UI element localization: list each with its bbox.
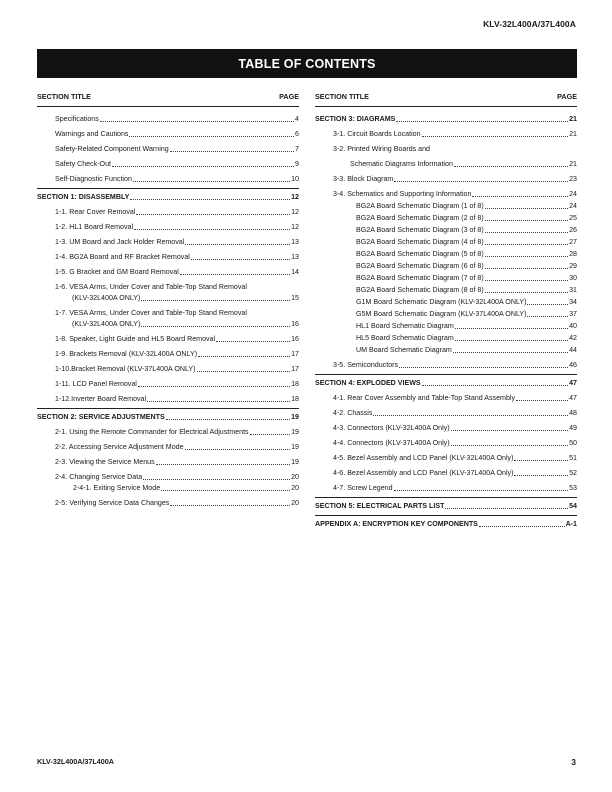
toc-entry-page: 16 [291, 335, 299, 343]
toc-entry-label: 1-4. BG2A Board and RF Bracket Removal [55, 253, 190, 261]
toc-entry-page: 47 [569, 394, 577, 402]
dot-leader [141, 300, 290, 301]
toc-entry [37, 320, 299, 329]
dot-leader [485, 244, 568, 245]
dot-leader [451, 445, 569, 446]
toc-entry [315, 334, 577, 343]
toc-left-column [37, 92, 299, 507]
dot-leader [479, 526, 565, 527]
dot-leader [455, 328, 568, 329]
toc-entry-page: 23 [569, 175, 577, 183]
header-model-number: KLV-32L400A/37L400A [483, 19, 576, 29]
toc-entry-label: 1-7. VESA Arms, Under Cover and Table-Top Stand Removal [55, 309, 247, 317]
dot-leader [485, 292, 568, 293]
toc-entry [315, 130, 577, 139]
toc-entry-page: 19 [291, 443, 299, 451]
toc-entry-label: Warnings and Cautions [55, 130, 129, 138]
dot-leader [394, 490, 569, 491]
toc-entry-label: 1-11. LCD Panel Removal [55, 380, 137, 388]
toc-entry-label: HL5 Board Schematic Diagram [356, 334, 454, 342]
toc-entry-label: Safety Check-Out [55, 160, 111, 168]
dot-leader [394, 181, 568, 182]
toc-entry [37, 160, 299, 169]
toc-entry-page: 19 [291, 413, 299, 421]
dot-leader [134, 229, 290, 230]
toc-entry-page: 26 [569, 226, 577, 234]
toc-entry-label: 1-3. UM Board and Jack Holder Removal [55, 238, 185, 246]
dot-leader [129, 136, 294, 137]
dot-leader [373, 415, 568, 416]
section-divider [37, 188, 299, 189]
toc-entry-label: G5M Board Schematic Diagram (KLV-37L400A ONLY) [356, 310, 527, 318]
toc-entry-label: 4-2. Chassis [333, 409, 373, 417]
dot-leader [527, 316, 568, 317]
dot-leader [130, 199, 290, 200]
toc-entry [315, 454, 577, 463]
toc-entry-page: 17 [291, 350, 299, 358]
dot-leader [141, 326, 290, 327]
toc-section-heading [37, 193, 299, 202]
toc-entry-label: 1-10.Bracket Removal (KLV-37L400A ONLY) [55, 365, 196, 373]
toc-entry [37, 428, 299, 437]
page-label: PAGE [279, 92, 299, 101]
toc-entry-label: 3-4. Schematics and Supporting Information [333, 190, 472, 198]
dot-leader [527, 304, 568, 305]
toc-entry-page: 50 [569, 439, 577, 447]
toc-entry [37, 283, 299, 292]
toc-entry [37, 115, 299, 124]
toc-entry-page: 24 [569, 202, 577, 210]
toc-entry-label: 1-5. G Bracket and GM Board Removal [55, 268, 179, 276]
toc-entry-page: 28 [569, 250, 577, 258]
dot-leader [216, 341, 290, 342]
dot-leader [250, 434, 291, 435]
toc-entry-page: 31 [569, 286, 577, 294]
toc-entry [37, 309, 299, 318]
toc-entry [315, 274, 577, 283]
toc-entry [315, 190, 577, 199]
dot-leader [197, 371, 291, 372]
toc-entry-page: 48 [569, 409, 577, 417]
toc-entry-page: 44 [569, 346, 577, 354]
toc-entry-label: UM Board Schematic Diagram [356, 346, 452, 354]
dot-leader [485, 208, 568, 209]
section-title-label: SECTION TITLE [315, 92, 369, 101]
toc-entry-label: 4-4. Connectors (KLV-37L400A Only) [333, 439, 450, 447]
toc-entry-label: G1M Board Schematic Diagram (KLV-32L400A ONLY) [356, 298, 527, 306]
toc-entry-page: 9 [295, 160, 299, 168]
toc-entry-label: 2-4. Changing Service Data [55, 473, 143, 481]
toc-entry-label: 1-6. VESA Arms, Under Cover and Table-Top Stand Removal [55, 283, 247, 291]
toc-entry-page: 53 [569, 484, 577, 492]
toc-section-heading [315, 115, 577, 124]
dot-leader [180, 274, 290, 275]
toc-entry-label: (KLV-32L400A ONLY) [72, 320, 141, 328]
dot-leader [454, 166, 568, 167]
toc-entry-label: Schematic Diagrams Information [350, 160, 453, 168]
toc-entry [315, 484, 577, 493]
toc-entry-label: 3-5. Semiconductors [333, 361, 399, 369]
toc-entry-page: 46 [569, 361, 577, 369]
dot-leader [112, 166, 294, 167]
toc-entry-label: 2-4-1. Exiting Service Mode [73, 484, 161, 492]
toc-entry [37, 458, 299, 467]
toc-entry [37, 443, 299, 452]
dot-leader [156, 464, 290, 465]
toc-entry-page: 30 [569, 274, 577, 282]
dot-leader [100, 121, 294, 122]
toc-entry [315, 202, 577, 211]
section-divider [315, 374, 577, 375]
toc-entry [37, 365, 299, 374]
toc-entry-page: 12 [291, 193, 299, 201]
toc-entry-page: 12 [291, 208, 299, 216]
toc-entry-label: 3-2. Printed Wiring Boards and [333, 145, 430, 153]
toc-entry-label: 4-7. Screw Legend [333, 484, 393, 492]
toc-entry-label: Self-Diagnostic Function [55, 175, 132, 183]
toc-entry [315, 286, 577, 295]
dot-leader [133, 181, 290, 182]
toc-entry [37, 268, 299, 277]
dot-leader [136, 214, 290, 215]
dot-leader [485, 220, 568, 221]
toc-entry-label: SECTION 2: SERVICE ADJUSTMENTS [37, 413, 165, 421]
toc-entry [37, 145, 299, 154]
toc-entry-label: 4-6. Bezel Assembly and LCD Panel (KLV-37L400A Only) [333, 469, 514, 477]
section-title-label: SECTION TITLE [37, 92, 91, 101]
dot-leader [516, 400, 568, 401]
toc-entry-label: APPENDIX A: ENCRYPTION KEY COMPONENTS [315, 520, 478, 528]
toc-section-heading [315, 502, 577, 511]
toc-entry-page: 20 [291, 499, 299, 507]
toc-entry [37, 473, 299, 482]
dot-leader [170, 505, 290, 506]
toc-entry-page: 54 [569, 502, 577, 510]
toc-left-header [37, 92, 299, 103]
toc-entry [315, 361, 577, 370]
toc-entry-page: 40 [569, 322, 577, 330]
toc-entry-label: BG2A Board Schematic Diagram (2 of 8) [356, 214, 484, 222]
toc-entry-page: A-1 [565, 520, 577, 528]
toc-entry-page: 7 [295, 145, 299, 153]
toc-entry [37, 253, 299, 262]
toc-entry-label: BG2A Board Schematic Diagram (5 of 8) [356, 250, 484, 258]
toc-entry-page: 19 [291, 428, 299, 436]
dot-leader [514, 475, 568, 476]
toc-entry [37, 484, 299, 493]
dot-leader [485, 232, 568, 233]
dot-leader [161, 490, 290, 491]
dot-leader [455, 340, 568, 341]
toc-entry [315, 310, 577, 319]
toc-entry-page: 25 [569, 214, 577, 222]
toc-entry-page: 24 [569, 190, 577, 198]
toc-entry-label: SECTION 3: DIAGRAMS [315, 115, 396, 123]
toc-entry-label: 1-1. Rear Cover Removal [55, 208, 136, 216]
dot-leader [422, 385, 568, 386]
toc-entry-page: 20 [291, 484, 299, 492]
toc-entry-label: SECTION 4: EXPLODED VIEWS [315, 379, 421, 387]
dot-leader [198, 356, 290, 357]
toc-entry-label: 2-1. Using the Remote Commander for Electrical Adjustments [55, 428, 249, 436]
toc-entry-page: 42 [569, 334, 577, 342]
toc-entry-label: BG2A Board Schematic Diagram (3 of 8) [356, 226, 484, 234]
toc-entry-label: (KLV-32L400A ONLY) [72, 294, 141, 302]
toc-entry [37, 208, 299, 217]
dot-leader [485, 280, 568, 281]
dot-leader [166, 419, 290, 420]
footer-page-number: 3 [571, 757, 576, 767]
dot-leader [445, 508, 568, 509]
toc-entry-page: 17 [291, 365, 299, 373]
toc-entry [315, 298, 577, 307]
toc-entry [37, 335, 299, 344]
toc-entry [315, 226, 577, 235]
toc-entry-label: Specifications [55, 115, 99, 123]
toc-entry [315, 322, 577, 331]
toc-entry [37, 130, 299, 139]
page-title: TABLE OF CONTENTS [37, 49, 577, 78]
toc-section-heading [37, 413, 299, 422]
toc-entry-page: 13 [291, 253, 299, 261]
toc-section-heading [315, 520, 577, 529]
toc-entry-page: 37 [569, 310, 577, 318]
toc-entry-label: 1-8. Speaker, Light Guide and HL5 Board Removal [55, 335, 216, 343]
toc-entry-label: 4-1. Rear Cover Assembly and Table-Top Stand Assembly [333, 394, 516, 402]
toc-entry-label: 3-3. Block Diagram [333, 175, 394, 183]
dot-leader [396, 121, 568, 122]
toc-entry-page: 6 [295, 130, 299, 138]
toc-entry-page: 14 [291, 268, 299, 276]
toc-right-header [315, 92, 577, 103]
toc-entry [315, 424, 577, 433]
dot-leader [185, 244, 290, 245]
toc-entry-label: HL1 Board Schematic Diagram [356, 322, 454, 330]
toc-entry-page: 16 [291, 320, 299, 328]
toc-entry-label: BG2A Board Schematic Diagram (1 of 8) [356, 202, 484, 210]
dot-leader [514, 460, 568, 461]
toc-entry-page: 29 [569, 262, 577, 270]
toc-entry-page: 34 [569, 298, 577, 306]
dot-leader [143, 479, 290, 480]
toc-entry-label: 1-12.Inverter Board Removal [55, 395, 147, 403]
toc-entry [37, 238, 299, 247]
toc-entry [37, 294, 299, 303]
toc-entry-page: 49 [569, 424, 577, 432]
toc-entry-page: 47 [569, 379, 577, 387]
toc-entry-page: 21 [569, 115, 577, 123]
toc-entry-label: Safety-Related Component Warning [55, 145, 169, 153]
toc-entry [315, 238, 577, 247]
toc-entry [315, 346, 577, 355]
dot-leader [147, 401, 290, 402]
dot-leader [138, 386, 290, 387]
toc-entry-label: 1-2. HL1 Board Removal [55, 223, 134, 231]
toc-entry [315, 160, 577, 169]
toc-entry-page: 13 [291, 238, 299, 246]
toc-entry-label: 2-5: Verifying Service Data Changes [55, 499, 170, 507]
page-label: PAGE [557, 92, 577, 101]
toc-entry-page: 18 [291, 380, 299, 388]
toc-entry [37, 380, 299, 389]
dot-leader [472, 196, 568, 197]
toc-entry [315, 469, 577, 478]
toc-entry-page: 4 [295, 115, 299, 123]
toc-entry-label: SECTION 1: DISASSEMBLY [37, 193, 130, 201]
toc-entry [37, 175, 299, 184]
toc-entry-label: BG2A Board Schematic Diagram (8 of 8) [356, 286, 484, 294]
toc-entry-page: 12 [291, 223, 299, 231]
dot-leader [191, 259, 290, 260]
toc-entry [315, 394, 577, 403]
toc-entry-label: BG2A Board Schematic Diagram (7 of 8) [356, 274, 484, 282]
dot-leader [485, 256, 568, 257]
dot-leader [170, 151, 294, 152]
toc-entry-page: 20 [291, 473, 299, 481]
toc-entry [315, 262, 577, 271]
toc-entry-page: 21 [569, 130, 577, 138]
section-divider [37, 408, 299, 409]
toc-entry-label: 4-3. Connectors (KLV-32L400A Only) [333, 424, 450, 432]
toc-entry-page: 15 [291, 294, 299, 302]
toc-entry [315, 250, 577, 259]
toc-entry-page: 18 [291, 395, 299, 403]
dot-leader [485, 268, 568, 269]
toc-entry-label: 4-5. Bezel Assembly and LCD Panel (KLV-32L400A Only) [333, 454, 514, 462]
toc-entry-page: 19 [291, 458, 299, 466]
toc-entry-page: 21 [569, 160, 577, 168]
toc-entry [315, 214, 577, 223]
toc-entry [315, 175, 577, 184]
toc-entry [37, 350, 299, 359]
dot-leader [453, 352, 568, 353]
toc-entry-page: 27 [569, 238, 577, 246]
toc-entry-label: SECTION 5: ELECTRICAL PARTS LIST [315, 502, 445, 510]
toc-entry [37, 223, 299, 232]
toc-entry [37, 395, 299, 404]
section-divider [315, 515, 577, 516]
toc-entry [315, 439, 577, 448]
dot-leader [422, 136, 569, 137]
toc-entry-label: 1-9. Brackets Removal (KLV-32L400A ONLY) [55, 350, 198, 358]
toc-entry-label: 2-3. Viewing the Service Menus [55, 458, 155, 466]
toc-entry-label: 2-2. Accessing Service Adjustment Mode [55, 443, 184, 451]
dot-leader [451, 430, 569, 431]
toc-entry [315, 409, 577, 418]
dot-leader [185, 449, 291, 450]
section-divider [315, 497, 577, 498]
toc-entry [37, 499, 299, 508]
toc-right-column [315, 92, 577, 528]
dot-leader [399, 367, 568, 368]
toc-entry [315, 145, 577, 154]
toc-entry-label: BG2A Board Schematic Diagram (6 of 8) [356, 262, 484, 270]
toc-entry-page: 51 [569, 454, 577, 462]
toc-entry-label: BG2A Board Schematic Diagram (4 of 8) [356, 238, 484, 246]
toc-section-heading [315, 379, 577, 388]
footer-model-number: KLV-32L400A/37L400A [37, 757, 114, 766]
toc-entry-page: 10 [291, 175, 299, 183]
toc-entry-label: 3-1. Circuit Boards Location [333, 130, 421, 138]
toc-entry-page: 52 [569, 469, 577, 477]
